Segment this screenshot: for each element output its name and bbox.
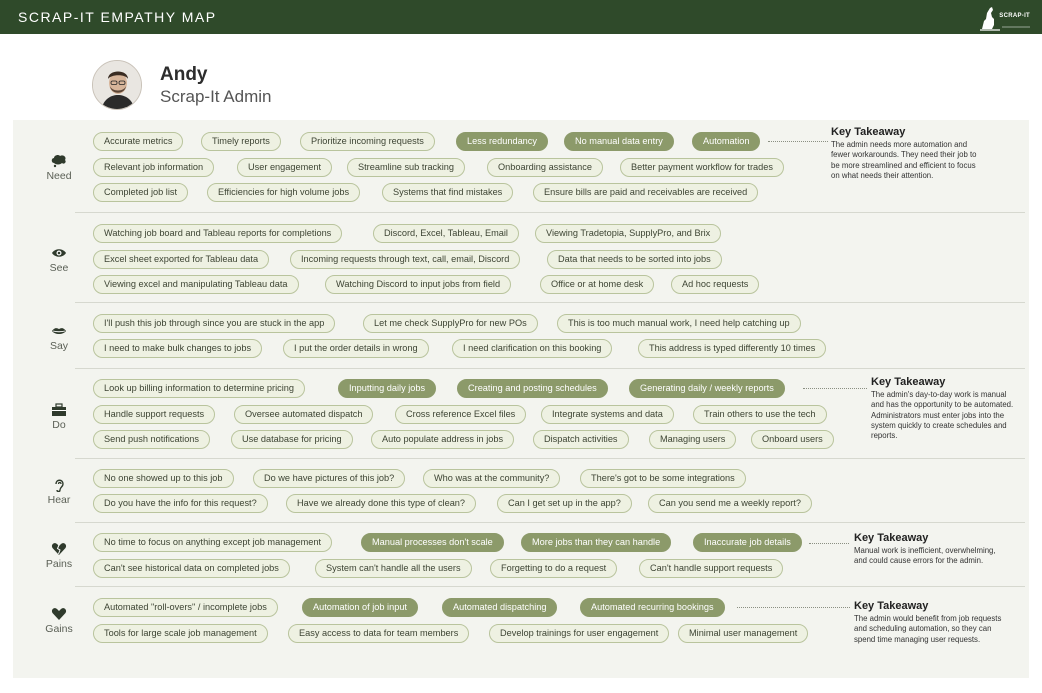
pains-item-highlight: Inaccurate job details — [693, 533, 802, 552]
category-gains: Gains — [33, 607, 85, 635]
empathy-board — [13, 120, 1029, 678]
key-takeaway-pains — [854, 532, 1004, 567]
hear-item: There's got to be some integrations — [580, 469, 746, 488]
see-item: Incoming requests through text, call, email, Discord — [290, 250, 520, 269]
pains-item: No time to focus on anything except job management — [93, 533, 332, 552]
key-takeaway-title: Key Takeaway — [854, 532, 929, 544]
do-item: Cross reference Excel files — [395, 405, 526, 424]
say-item: Let me check SupplyPro for new POs — [363, 314, 538, 333]
say-item: I put the order details in wrong — [283, 339, 429, 358]
see-item: Office or at home desk — [540, 275, 654, 294]
persona-role: Scrap-It Admin — [160, 87, 272, 106]
need-item: Accurate metrics — [93, 132, 183, 151]
gains-item: Tools for large scale job management — [93, 624, 268, 643]
see-item: Watching Discord to input jobs from field — [325, 275, 511, 294]
do-item: Train others to use the tech — [693, 405, 827, 424]
need-item: Timely reports — [201, 132, 281, 151]
category-do: Do — [33, 403, 85, 431]
pains-item: Can't handle support requests — [639, 559, 783, 578]
key-takeaway-need — [831, 126, 981, 181]
see-item: Data that needs to be sorted into jobs — [547, 250, 722, 269]
key-takeaway-title: Key Takeaway — [854, 600, 929, 612]
see-item: Excel sheet exported for Tableau data — [93, 250, 269, 269]
need-item: Prioritize incoming requests — [300, 132, 435, 151]
key-takeaway-title: Key Takeaway — [831, 126, 906, 138]
pains-item-highlight: More jobs than they can handle — [521, 533, 671, 552]
pains-item: Can't see historical data on completed jobs — [93, 559, 290, 578]
need-item: Streamline sub tracking — [347, 158, 465, 177]
see-item: Viewing Tradetopia, SupplyPro, and Brix — [535, 224, 721, 243]
see-item: Watching job board and Tableau reports for completions — [93, 224, 342, 243]
need-item: Systems that find mistakes — [382, 183, 513, 202]
ear-icon — [51, 478, 67, 492]
see-item: Viewing excel and manipulating Tableau data — [93, 275, 299, 294]
do-item: Managing users — [649, 430, 736, 449]
category-see: See — [33, 246, 85, 274]
do-item-highlight: Creating and posting schedules — [457, 379, 608, 398]
hear-item: Have we already done this type of clean? — [286, 494, 476, 513]
do-item: Oversee automated dispatch — [234, 405, 373, 424]
do-item-highlight: Generating daily / weekly reports — [629, 379, 785, 398]
connector-line — [768, 141, 828, 142]
thought-cloud-icon — [51, 154, 67, 168]
person-portrait-icon — [93, 61, 142, 110]
page-title: SCRAP-IT EMPATHY MAP — [18, 9, 217, 25]
say-item: I need to make bulk changes to jobs — [93, 339, 262, 358]
hear-item: Can you send me a weekly report? — [648, 494, 812, 513]
say-item: I'll push this job through since you are stuck in the app — [93, 314, 335, 333]
gains-item: Develop trainings for user engagement — [489, 624, 669, 643]
do-item: Use database for pricing — [231, 430, 353, 449]
category-hear: Hear — [33, 478, 85, 506]
do-item-highlight: Inputting daily jobs — [338, 379, 436, 398]
key-takeaway-text: Manual work is inefficient, overwhelming, and could cause errors for the admin. — [854, 546, 996, 566]
toolbox-icon — [51, 403, 67, 417]
hear-item: Do you have the info for this request? — [93, 494, 268, 513]
do-item: Send push notifications — [93, 430, 210, 449]
gains-item-highlight: Automated recurring bookings — [580, 598, 725, 617]
key-takeaway-title: Key Takeaway — [871, 376, 946, 388]
row-divider — [75, 458, 1025, 459]
need-item: Better payment workflow for trades — [620, 158, 784, 177]
gains-item: Automated "roll-overs" / incomplete jobs — [93, 598, 278, 617]
hear-item: No one showed up to this job — [93, 469, 234, 488]
heart-icon — [51, 607, 67, 621]
lips-icon — [51, 324, 67, 338]
need-item: Relevant job information — [93, 158, 214, 177]
connector-line — [803, 388, 867, 389]
category-pains: Pains — [33, 542, 85, 570]
gains-item-highlight: Automation of job input — [302, 598, 418, 617]
category-need: Need — [33, 154, 85, 182]
key-takeaway-text: The admin needs more automation and fewer workarounds. They need their job to be more streamlined and efficient to focus on what needs their attention. — [831, 140, 977, 180]
gains-item: Minimal user management — [678, 624, 808, 643]
pains-item: System can't handle all the users — [315, 559, 472, 578]
do-item: Auto populate address in jobs — [371, 430, 514, 449]
see-item: Ad hoc requests — [671, 275, 759, 294]
do-item: Onboard users — [751, 430, 834, 449]
need-item: Onboarding assistance — [487, 158, 603, 177]
key-takeaway-do — [871, 376, 1021, 441]
need-item-highlight: Less redundancy — [456, 132, 548, 151]
broken-heart-icon — [51, 542, 67, 556]
hear-item: Who was at the community? — [423, 469, 560, 488]
need-item-highlight: Automation — [692, 132, 760, 151]
say-item: This is too much manual work, I need help catching up — [557, 314, 801, 333]
gains-item: Easy access to data for team members — [288, 624, 469, 643]
header-bar — [0, 0, 1042, 34]
key-takeaway-gains — [854, 600, 1004, 645]
connector-line — [809, 543, 849, 544]
gains-item-highlight: Automated dispatching — [442, 598, 557, 617]
see-item: Discord, Excel, Tableau, Email — [373, 224, 519, 243]
say-item: I need clarification on this booking — [452, 339, 612, 358]
row-divider — [75, 368, 1025, 369]
do-item: Look up billing information to determine pricing — [93, 379, 305, 398]
category-say: Say — [33, 324, 85, 352]
key-takeaway-text: The admin would benefit from job requests and scheduling automation, so they can spend time managing user requests. — [854, 614, 1002, 644]
need-item: User engagement — [237, 158, 332, 177]
connector-line — [737, 607, 850, 608]
need-item: Ensure bills are paid and receivables are received — [533, 183, 758, 202]
do-item: Dispatch activities — [533, 430, 629, 449]
persona-avatar — [92, 60, 142, 110]
pains-item: Forgetting to do a request — [490, 559, 617, 578]
persona-name: Andy — [160, 64, 208, 85]
need-item-highlight: No manual data entry — [564, 132, 674, 151]
eye-icon — [51, 246, 67, 260]
row-divider — [75, 586, 1025, 587]
hear-item: Do we have pictures of this job? — [253, 469, 405, 488]
need-item: Completed job list — [93, 183, 188, 202]
row-divider — [75, 522, 1025, 523]
do-item: Handle support requests — [93, 405, 215, 424]
row-divider — [75, 212, 1025, 213]
say-item: This address is typed differently 10 times — [638, 339, 826, 358]
logo-wordmark: SCRAP-IT — [999, 13, 1030, 19]
hear-item: Can I get set up in the app? — [497, 494, 632, 513]
row-divider — [75, 302, 1025, 303]
pains-item-highlight: Manual processes don't scale — [361, 533, 504, 552]
need-item: Efficiencies for high volume jobs — [207, 183, 360, 202]
do-item: Integrate systems and data — [541, 405, 674, 424]
key-takeaway-text: The admin's day-to-day work is manual and has the opportunity to be automated. Administrators must enter jobs into the system quickly to create schedules and reports. — [871, 390, 1014, 441]
